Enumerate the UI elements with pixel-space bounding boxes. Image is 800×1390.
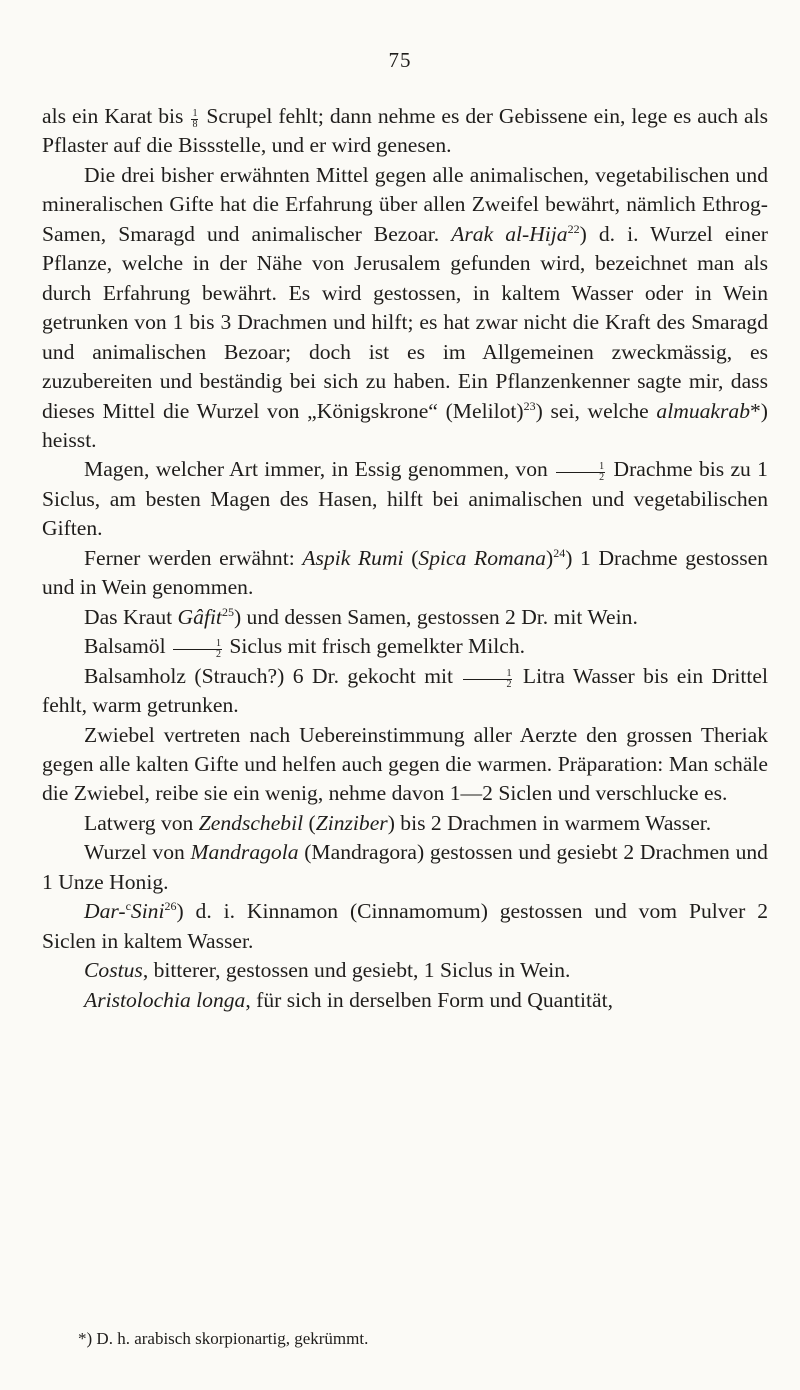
text-run: als ein Karat bis xyxy=(42,104,190,128)
footnote-reference: c xyxy=(125,899,131,914)
italic-term: Costus xyxy=(84,958,143,983)
fraction xyxy=(173,639,222,660)
fraction-numerator: 1 xyxy=(556,462,605,473)
paragraph xyxy=(42,161,768,456)
text-run: , bitterer, gestossen und gesiebt, 1 Siclus in Wein. xyxy=(142,958,571,983)
paragraph xyxy=(42,838,768,897)
paragraph xyxy=(42,897,768,956)
text-run: (Mandragora) gestossen und gesiebt 2 Drachmen und 1 Unze Honig. xyxy=(42,840,768,894)
text-run: ) d. i. Kinnamon (Cinnamomum) gestossen und vom Pulver 2 Siclen in kaltem Wasser. xyxy=(42,899,768,953)
fraction xyxy=(556,462,605,483)
footnote-reference: 23 xyxy=(523,398,536,413)
italic-term: Gâfit xyxy=(177,604,222,629)
text-run: Das Kraut xyxy=(84,604,178,629)
italic-term: almuakrab xyxy=(656,398,750,423)
text-run: ) sei, welche xyxy=(535,398,657,423)
italic-term: Dar- xyxy=(84,899,126,924)
italic-term: Arak al-Hija xyxy=(451,221,568,246)
fraction-numerator: 1 xyxy=(463,669,512,680)
text-run: Balsamholz (Strauch?) 6 Dr. gekocht mit xyxy=(84,663,462,688)
page-number: 75 xyxy=(388,48,412,72)
italic-term: Zinziber xyxy=(315,810,388,835)
paragraph xyxy=(42,956,768,985)
text-run: ) d. i. Wurzel einer Pflanze, welche in der Nähe von Jerusalem gefunden wird, bezeichnet man als durch Erfahrung bewährt. Es wird gestossen, in kaltem Wasser oder in Wein getrunken von 1 bis 3 Drachmen und hilft; es hat zwar nicht die Kraft des Smaragd und animalischen Bezoar; doch ist es im Allgemeinen zweckmässig, es zuzubereiten und beständig bei sich zu haben. Ein Pflanzenkenner sagte mir, dass dieses Mittel die Wurzel von „Königskrone“ (Melilot) xyxy=(42,221,768,423)
text-run: ) und dessen Samen, gestossen 2 Dr. mit Wein. xyxy=(233,604,638,629)
italic-term: Mandragola xyxy=(190,840,299,865)
text-run: ( xyxy=(403,545,419,570)
paragraph xyxy=(42,603,768,632)
fraction xyxy=(463,669,512,690)
italic-term: Aristolochia longa xyxy=(84,987,246,1012)
fraction-numerator: 1 xyxy=(173,639,222,650)
text-run: ) xyxy=(545,545,554,570)
italic-term: Spica Romana xyxy=(418,545,546,570)
text-run: Magen, welcher Art immer, in Essig genommen, von xyxy=(84,457,555,482)
text-run: ( xyxy=(303,810,316,835)
paragraph xyxy=(42,986,768,1015)
paragraph xyxy=(42,662,768,721)
fraction xyxy=(191,109,198,130)
text-run: Wurzel von xyxy=(84,840,191,865)
text-run: Siclus mit frisch gemelkter Milch. xyxy=(223,634,526,659)
paragraph xyxy=(42,455,768,543)
footnote-reference: 24 xyxy=(553,545,566,560)
text-run: Litra Wasser bis ein Drittel fehlt, warm getrunken. xyxy=(42,663,768,718)
body-text xyxy=(42,102,768,1015)
text-run: Drachme bis zu 1 Siclus, am besten Magen des Hasen, hilft bei animalischen und vegetabilischen Giften. xyxy=(42,457,768,541)
italic-term: Sini xyxy=(130,899,165,924)
text-run: ) bis 2 Drachmen in warmem Wasser. xyxy=(387,810,712,835)
paragraph xyxy=(42,102,768,161)
paragraph xyxy=(42,721,768,809)
footnote-reference: 25 xyxy=(221,604,234,619)
text-run: Scrupel fehlt; dann nehme es der Gebissene ein, lege es auch als Pflaster auf die Bissstelle, und er wird genesen. xyxy=(42,104,768,158)
text-run: Ferner werden erwähnt: xyxy=(84,545,303,570)
footnote-reference: 26 xyxy=(164,899,177,914)
italic-term: Zendschebil xyxy=(198,810,304,835)
text-run: Balsamöl xyxy=(84,634,171,659)
footnote: *) D. h. arabisch skorpionartig, gekrümmt. xyxy=(78,1329,369,1348)
text-run: Zwiebel vertreten nach Uebereinstimmung aller Aerzte den grossen Theriak gegen alle kalten Gifte und helfen auch gegen die warmen. Präparation: Man schäle die Zwiebel, reibe sie ein wenig, nehme davon 1—2 Siclen und verschlucke es. xyxy=(42,722,768,806)
text-run: Latwerg von xyxy=(84,810,199,835)
fraction-numerator: 1 xyxy=(192,108,198,119)
paragraph xyxy=(42,544,768,603)
fraction-denominator: 2 xyxy=(599,472,605,484)
footnote-reference: 22 xyxy=(567,221,580,236)
fraction-denominator: 2 xyxy=(215,649,221,661)
italic-term: Aspik Rumi xyxy=(302,545,404,570)
text-run: *) heisst. xyxy=(42,398,768,452)
fraction-denominator: 2 xyxy=(506,678,512,690)
paragraph xyxy=(42,809,768,838)
text-run: , für sich in derselben Form und Quantität, xyxy=(245,987,613,1012)
text-run: ) 1 Drachme gestossen und in Wein genommen. xyxy=(42,545,768,600)
text-run: Die drei bisher erwähnten Mittel gegen alle animalischen, vegetabilischen und mineralischen Gifte hat die Erfahrung über allen Zweifel bewährt, nämlich Ethrog-Samen, Smaragd und animalischer Bezoar. xyxy=(42,162,768,246)
paragraph xyxy=(42,632,768,661)
fraction-denominator: 8 xyxy=(192,119,198,130)
